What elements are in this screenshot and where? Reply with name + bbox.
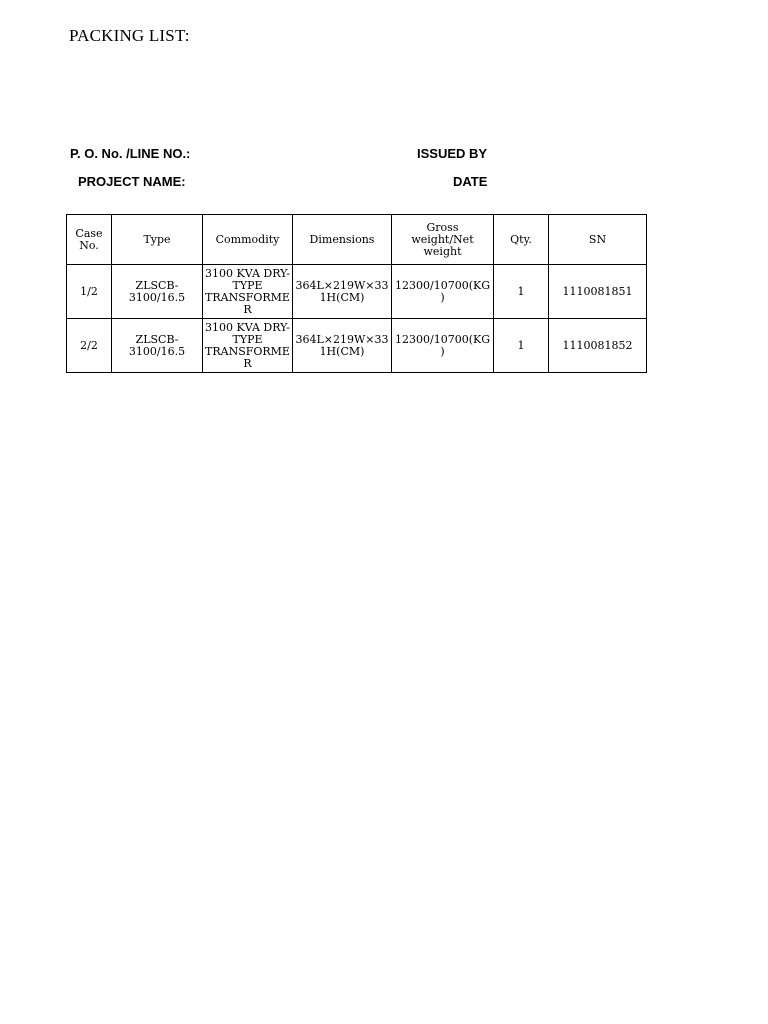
cell-sn: 1110081851	[549, 265, 647, 319]
cell-weight: 12300/10700(KG)	[392, 265, 494, 319]
packing-list-table	[66, 214, 647, 373]
cell-sn: 1110081852	[549, 319, 647, 373]
table-row	[67, 319, 647, 373]
cell-dimensions: 364L×219W×331H(CM)	[293, 319, 392, 373]
header-commodity: Commodity	[203, 215, 293, 265]
header-dimensions: Dimensions	[293, 215, 392, 265]
header-type: Type	[112, 215, 203, 265]
cell-dimensions: 364L×219W×331H(CM)	[293, 265, 392, 319]
date-label: DATE	[453, 174, 488, 189]
cell-case-no: 2/2	[67, 319, 112, 373]
header-weight: Gross weight/Net weight	[392, 215, 494, 265]
cell-commodity: 3100 KVA DRY-TYPE TRANSFORMER	[203, 265, 293, 319]
cell-weight: 12300/10700(KG)	[392, 319, 494, 373]
header-case-no: Case No.	[67, 215, 112, 265]
project-name-label: PROJECT NAME:	[78, 174, 186, 189]
cell-type: ZLSCB-3100/16.5	[112, 319, 203, 373]
header-qty: Qty.	[494, 215, 549, 265]
issued-by-label: ISSUED BY	[417, 146, 488, 161]
po-line-label: P. O. No. /LINE NO.:	[70, 146, 191, 161]
header-sn: SN	[549, 215, 647, 265]
table-row	[67, 265, 647, 319]
cell-commodity: 3100 KVA DRY-TYPE TRANSFORMER	[203, 319, 293, 373]
cell-type: ZLSCB-3100/16.5	[112, 265, 203, 319]
cell-qty: 1	[494, 265, 549, 319]
page-title: PACKING LIST:	[69, 26, 190, 45]
cell-case-no: 1/2	[67, 265, 112, 319]
table-header-row	[67, 215, 647, 265]
cell-qty: 1	[494, 319, 549, 373]
